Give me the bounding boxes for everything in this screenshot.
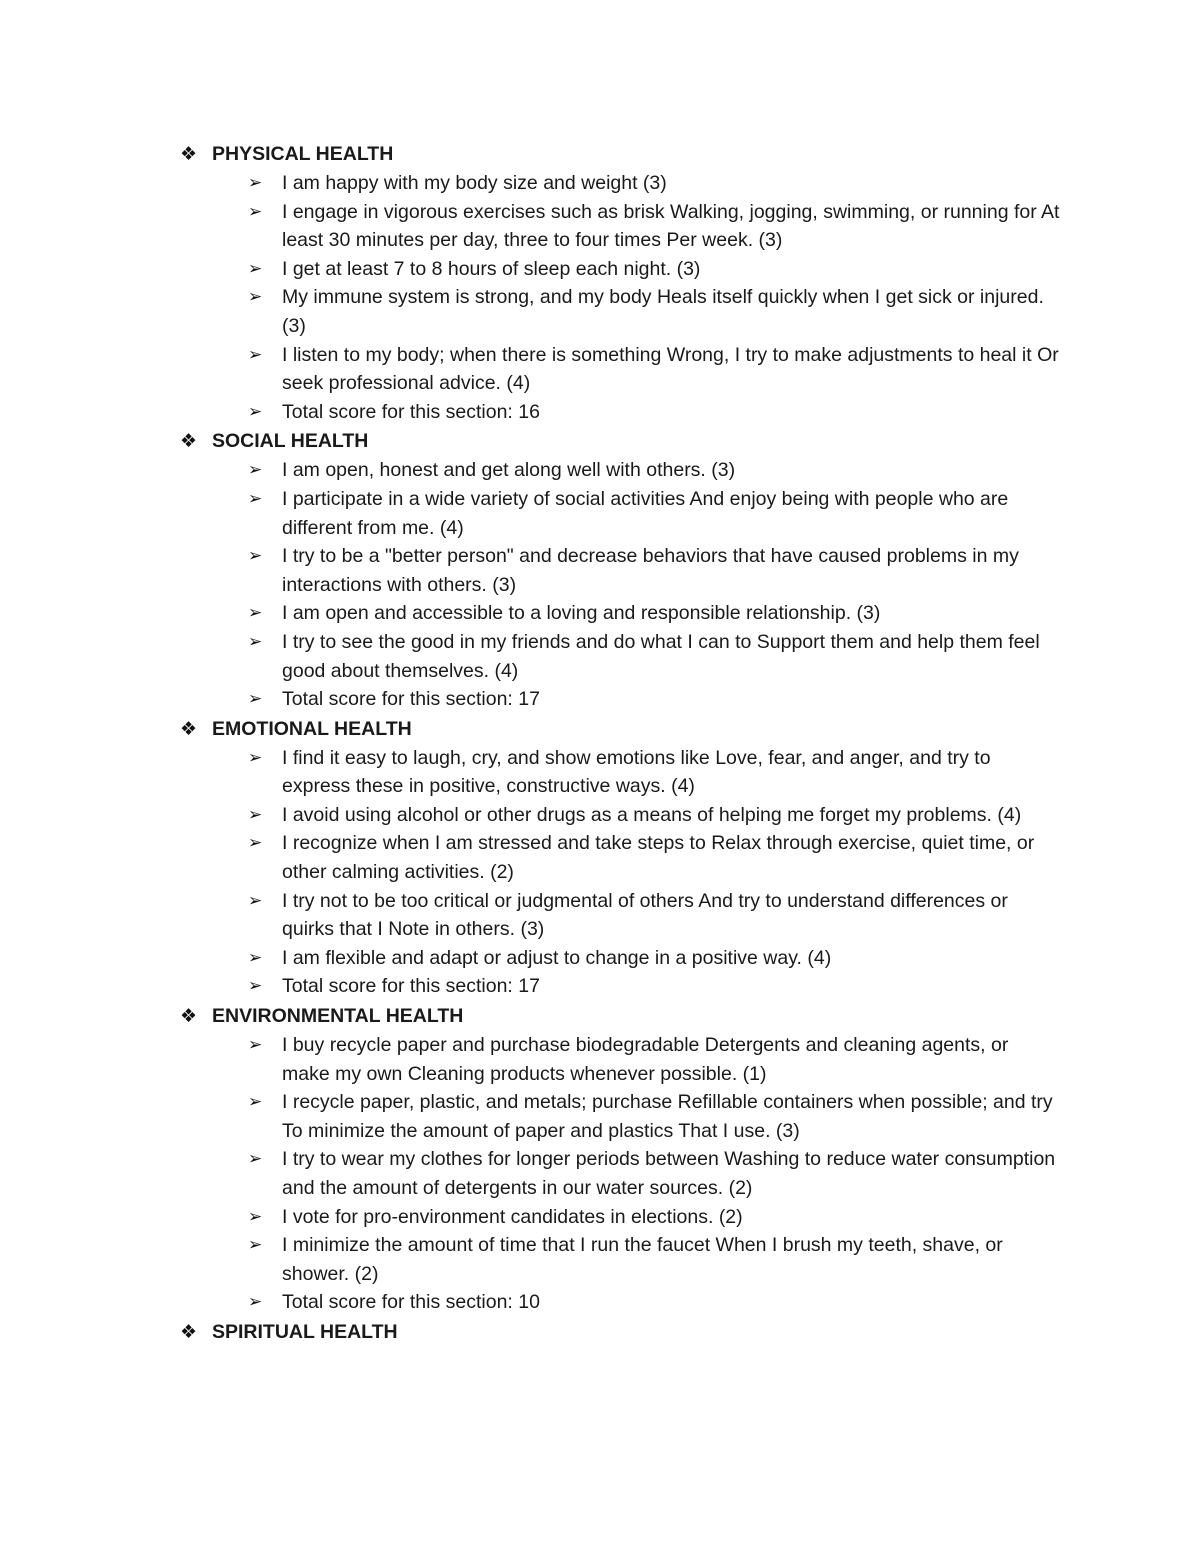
list-item-text: My immune system is strong, and my body Heals itself quickly when I get sick or injured. (3) [282,286,1044,337]
diamond-bullet-icon: ❖ [180,1321,198,1343]
section-title: PHYSICAL HEALTH [212,143,394,165]
arrow-bullet-icon: ➢ [248,1035,263,1055]
section-heading [180,714,1080,744]
section [180,426,1080,713]
list-item-text: I try to wear my clothes for longer periods between Washing to reduce water consumption and the amount of detergents in our water sources. (2) [282,1148,1056,1199]
list-item-text: I recycle paper, plastic, and metals; purchase Refillable containers when possible; and try To minimize the amount of paper and plastics That I use. (3) [282,1091,1053,1142]
list-item [180,283,1080,340]
list-item [180,628,1080,685]
section-item-list [180,744,1080,1001]
arrow-bullet-icon: ➢ [248,833,263,853]
list-item [180,1088,1080,1145]
list-item [180,341,1080,398]
section [180,714,1080,1001]
section-item-list [180,1031,1080,1317]
section-heading [180,1001,1080,1031]
arrow-bullet-icon: ➢ [248,488,263,508]
arrow-bullet-icon: ➢ [248,603,263,623]
list-item [180,1231,1080,1288]
arrow-bullet-icon: ➢ [248,890,263,910]
section [180,1001,1080,1317]
document-body [180,139,1080,1347]
list-item-text: I am flexible and adapt or adjust to change in a positive way. (4) [282,946,832,969]
list-item-text: I am open and accessible to a loving and responsible relationship. (3) [282,602,881,625]
list-item-text: Total score for this section: 17 [282,975,540,998]
section-title: SOCIAL HEALTH [212,430,369,453]
list-item-text: I buy recycle paper and purchase biodegradable Detergents and cleaning agents, or make my own Cleaning products whenever possible. (1) [282,1034,1009,1085]
arrow-bullet-icon: ➢ [248,173,263,192]
list-item-text: I find it easy to laugh, cry, and show emotions like Love, fear, and anger, and try to express these in positive, constructive ways. (4) [282,746,991,798]
section-title: SPIRITUAL HEALTH [212,1320,398,1343]
list-item [180,1288,1080,1317]
list-item-text: I listen to my body; when there is something Wrong, I try to make adjustments to heal it Or seek professional advice. (4) [282,343,1059,395]
arrow-bullet-icon: ➢ [248,344,263,364]
arrow-bullet-icon: ➢ [248,747,263,767]
list-item-text: Total score for this section: 16 [282,400,540,423]
list-item [180,1203,1080,1232]
list-item-text: I participate in a wide variety of social activities And enjoy being with people who are different from me. (4) [282,487,1009,539]
section-item-list [180,456,1080,713]
section [180,139,1080,426]
arrow-bullet-icon: ➢ [248,804,263,824]
list-item-text: I am happy with my body size and weight (3) [282,172,667,194]
list-item [180,485,1080,542]
list-item [180,944,1080,973]
section-title: ENVIRONMENTAL HEALTH [212,1005,464,1028]
list-item-text: Total score for this section: 17 [282,688,540,711]
diamond-bullet-icon: ❖ [180,718,198,740]
list-item [180,599,1080,628]
arrow-bullet-icon: ➢ [248,201,263,221]
list-item-text: I avoid using alcohol or other drugs as a means of helping me forget my problems. (4) [282,803,1022,826]
arrow-bullet-icon: ➢ [248,287,263,307]
list-item [180,456,1080,485]
arrow-bullet-icon: ➢ [248,1092,263,1112]
arrow-bullet-icon: ➢ [248,976,263,996]
arrow-bullet-icon: ➢ [248,947,263,967]
list-item [180,542,1080,599]
arrow-bullet-icon: ➢ [248,258,263,278]
list-item-text: I am open, honest and get along well with others. (3) [282,459,736,482]
arrow-bullet-icon: ➢ [248,460,263,480]
section-item-list [180,169,1080,426]
list-item [180,829,1080,886]
arrow-bullet-icon: ➢ [248,689,263,709]
list-item [180,1145,1080,1202]
arrow-bullet-icon: ➢ [248,1235,263,1255]
list-item [180,169,1080,198]
diamond-bullet-icon: ❖ [180,431,198,453]
list-item-text: I try to see the good in my friends and do what I can to Support them and help them feel good about themselves. (4) [282,630,1040,682]
list-item-text: I try not to be too critical or judgmental of others And try to understand differences or quirks that I Note in others. (3) [282,889,1008,941]
list-item-text: I engage in vigorous exercises such as brisk Walking, jogging, swimming, or running for At least 30 minutes per day, three to four times Per week. (3) [282,200,1060,252]
arrow-bullet-icon: ➢ [248,1149,263,1169]
section-heading [180,1317,1080,1347]
list-item [180,744,1080,801]
list-item-text: I minimize the amount of time that I run the faucet When I brush my teeth, shave, or shower. (2) [282,1234,1003,1285]
diamond-bullet-icon: ❖ [180,1006,198,1028]
section-title: EMOTIONAL HEALTH [212,717,412,740]
list-item [180,685,1080,714]
diamond-bullet-icon: ❖ [180,144,198,165]
list-item-text: Total score for this section: 10 [282,1291,540,1314]
arrow-bullet-icon: ➢ [248,546,263,566]
list-item-text: I recognize when I am stressed and take steps to Relax through exercise, quiet time, or other calming activities. (2) [282,832,1035,884]
arrow-bullet-icon: ➢ [248,401,263,421]
arrow-bullet-icon: ➢ [248,1292,263,1312]
arrow-bullet-icon: ➢ [248,1206,263,1226]
section-heading [180,139,1080,169]
list-item [180,255,1080,284]
list-item [180,887,1080,944]
list-item [180,801,1080,830]
list-item [180,398,1080,427]
list-item [180,198,1080,255]
section [180,1317,1080,1347]
list-item-text: I vote for pro-environment candidates in elections. (2) [282,1205,743,1228]
arrow-bullet-icon: ➢ [248,631,263,651]
list-item-text: I get at least 7 to 8 hours of sleep each night. (3) [282,257,701,280]
list-item-text: I try to be a "better person" and decrease behaviors that have caused problems in my interactions with others. (3) [282,545,1019,596]
list-item [180,972,1080,1001]
section-heading [180,426,1080,456]
list-item [180,1031,1080,1088]
